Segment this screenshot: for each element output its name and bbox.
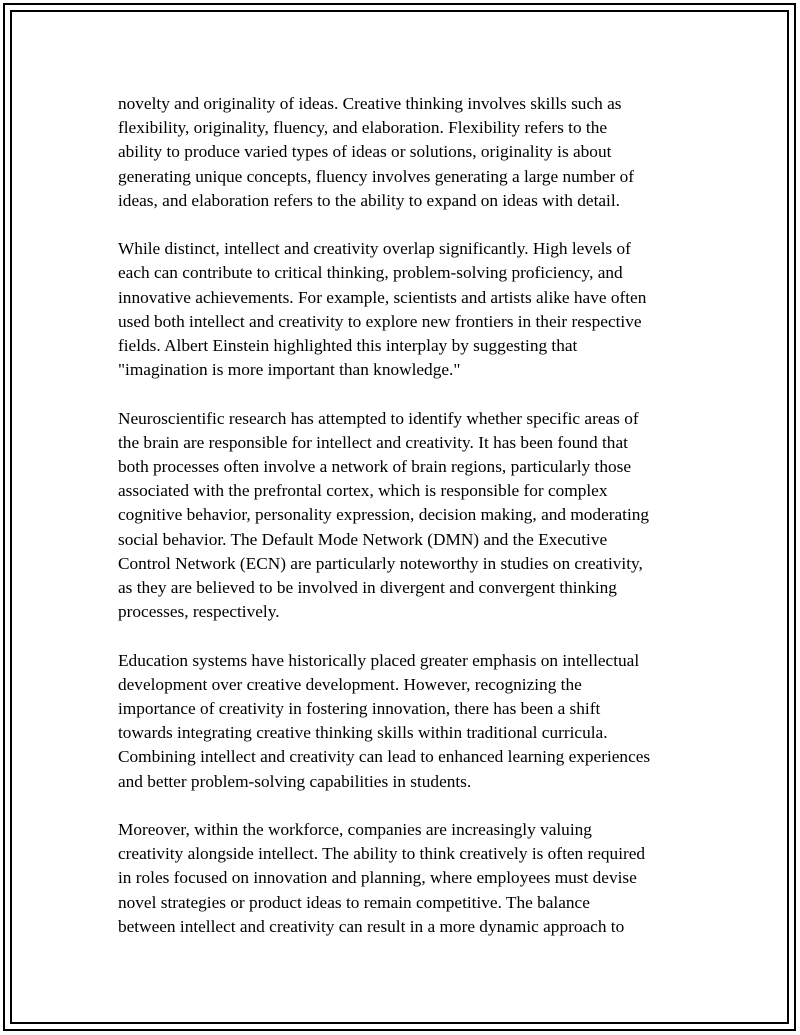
text-line: in roles focused on innovation and planning, where employees must devise xyxy=(118,868,637,888)
text-line: Control Network (ECN) are particularly noteworthy in studies on creativity, xyxy=(118,553,643,573)
text-line: development over creative development. However, recognizing the xyxy=(118,674,582,694)
paragraph-1 xyxy=(118,92,698,213)
paragraph-4 xyxy=(118,649,698,794)
text-line: associated with the prefrontal cortex, which is responsible for complex xyxy=(118,481,608,501)
text-line: processes, respectively. xyxy=(118,602,280,622)
text-line: the brain are responsible for intellect and creativity. It has been found that xyxy=(118,432,628,452)
text-line: innovative achievements. For example, scientists and artists alike have often xyxy=(118,287,647,307)
text-line: novelty and originality of ideas. Creative thinking involves skills such as xyxy=(118,94,622,113)
text-line: social behavior. The Default Mode Network (DMN) and the Executive xyxy=(118,529,608,549)
text-line: Moreover, within the workforce, companies are increasingly valuing xyxy=(118,820,592,840)
text-line: used both intellect and creativity to explore new frontiers in their respective xyxy=(118,311,642,331)
text-line: generating unique concepts, fluency involves generating a large number of xyxy=(118,166,635,186)
text-line: While distinct, intellect and creativity overlap significantly. High levels of xyxy=(118,239,631,259)
text-line: novel strategies or product ideas to remain competitive. The balance xyxy=(118,892,590,912)
text-line: and better problem-solving capabilities in students. xyxy=(118,771,472,791)
text-line: Neuroscientific research has attempted to identify whether specific areas of xyxy=(118,408,639,428)
text-line: flexibility, originality, fluency, and elaboration. Flexibility refers to the xyxy=(118,118,608,138)
text-line: ideas, and elaboration refers to the ability to expand on ideas with detail. xyxy=(118,190,620,210)
paragraph-5 xyxy=(118,818,698,939)
text-line: both processes often involve a network of brain regions, particularly those xyxy=(118,457,632,477)
paragraph-2 xyxy=(118,237,698,382)
text-line: fields. Albert Einstein highlighted this interplay by suggesting that xyxy=(118,336,578,356)
text-line: ability to produce varied types of ideas or solutions, originality is about xyxy=(118,142,612,162)
text-line: "imagination is more important than knowledge." xyxy=(118,360,461,380)
text-line: between intellect and creativity can result in a more dynamic approach to xyxy=(118,916,625,936)
text-line: cognitive behavior, personality expression, decision making, and moderating xyxy=(118,505,650,525)
text-line: importance of creativity in fostering innovation, there has been a shift xyxy=(118,699,601,719)
text-line: Education systems have historically placed greater emphasis on intellectual xyxy=(118,650,640,670)
text-line: each can contribute to critical thinking, problem-solving proficiency, and xyxy=(118,263,623,283)
text-line: Combining intellect and creativity can lead to enhanced learning experiences xyxy=(118,747,651,767)
paragraph-3 xyxy=(118,407,698,625)
text-line: creativity alongside intellect. The ability to think creatively is often required xyxy=(118,844,646,864)
text-line: as they are believed to be involved in divergent and convergent thinking xyxy=(118,578,617,598)
text-line: towards integrating creative thinking skills within traditional curricula. xyxy=(118,723,608,743)
document-body xyxy=(118,92,698,963)
